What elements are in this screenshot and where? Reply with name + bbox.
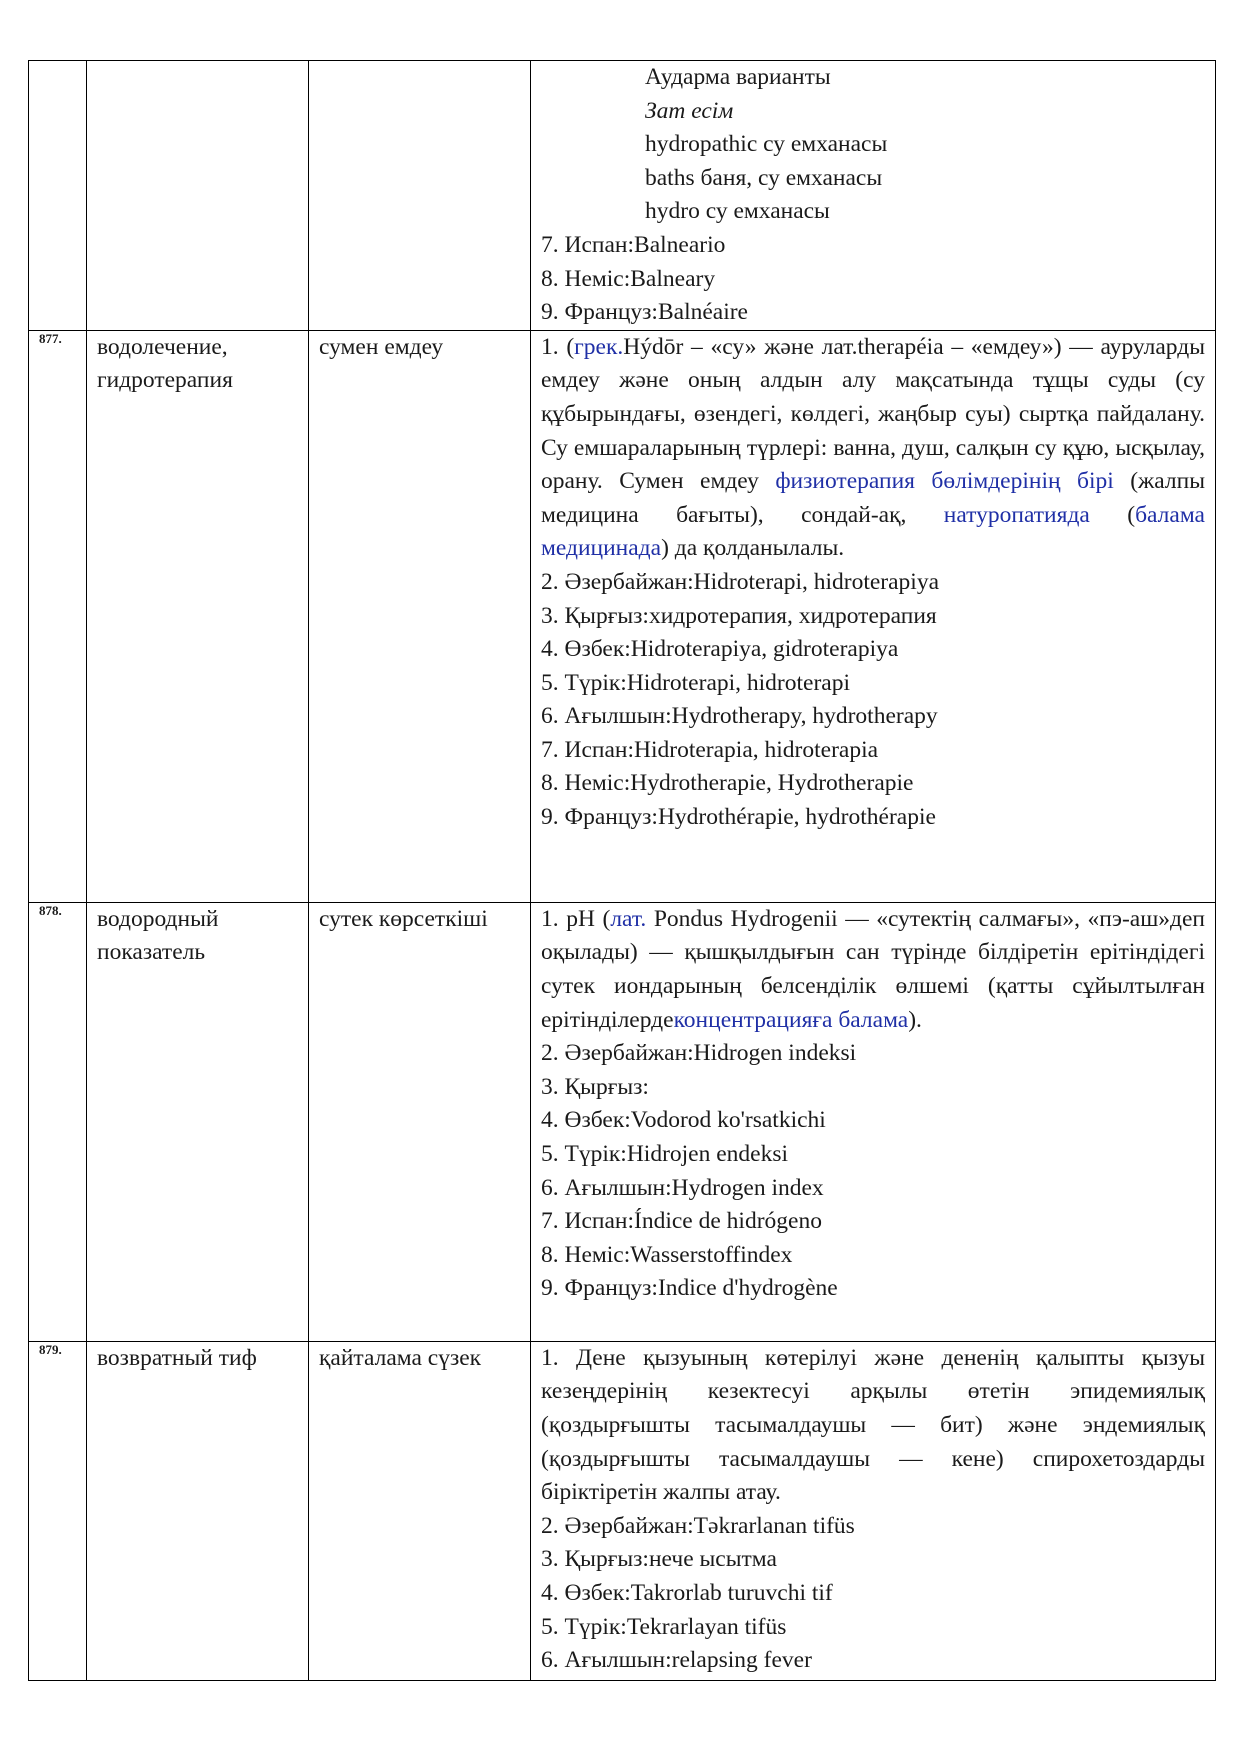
dictionary-table (28, 60, 1216, 1681)
link-concentration[interactable]: концентрацияға балама (673, 1006, 909, 1033)
entry-number (29, 61, 87, 331)
translation-item: 5. Түрік:Hidrojen endeksi (541, 1140, 789, 1167)
variant-item: baths баня, су емханасы (645, 164, 883, 191)
translation-item: 4. Өзбек:Takrorlab turuvchi tif (541, 1579, 833, 1606)
translation-item: 6. Ағылшын:Hydrotherapy, hydrotherapy (541, 703, 938, 730)
link-alternative-medicine[interactable]: балама медицинада (541, 501, 1205, 562)
translation-item: 6. Ағылшын:Hydrogen index (541, 1174, 824, 1201)
russian-term: водородный показатель (87, 902, 309, 1341)
table-row (29, 330, 1216, 902)
russian-term (87, 61, 309, 331)
translation-item: 2. Әзербайжан:Hidrogen indeksi (541, 1040, 857, 1067)
translation-item: 8. Неміс:Hydrotherapie, Hydrotherapie (541, 770, 914, 797)
entry-number: 877. (29, 330, 87, 902)
definition-text (541, 331, 1205, 566)
definition-part: ( (1089, 501, 1136, 528)
kazakh-term: сутек көрсеткіші (309, 902, 531, 1341)
definition-part: Pondus Hydrogenii — «сутектің салмағы», «пэ-аш»деп оқылады) — қышқылдығын сан түрінде білдіретін ерітіндідегі сутек иондарының белсенділік өлшемі (қатты сұйылтылған ерітінділерде (541, 905, 1206, 1033)
translation-item: 5. Түрік:Hidroterapi, hidroterapi (541, 669, 850, 696)
link-greek[interactable]: грек. (574, 333, 624, 360)
translation-item: 9. Француз:Hydrothérapie, hydrothérapie (541, 804, 936, 831)
translation-item: 4. Өзбек:Hidroterapiya, gidroterapiya (541, 636, 899, 663)
translation-item: 3. Қырғыз:нече ысытма (541, 1546, 777, 1573)
definition-text (541, 903, 1205, 1037)
translation-item: 2. Әзербайжан:Təkrarlanan tifüs (541, 1512, 855, 1539)
variants-heading: Аудармa варианты (645, 64, 831, 90)
kazakh-term: қайталама сүзек (309, 1341, 531, 1680)
translation-item: 8. Неміс:Balneary (541, 265, 716, 292)
translation-item: 9. Француз:Balnéaire (541, 299, 748, 326)
link-latin[interactable]: лат. (610, 905, 647, 932)
translation-item: 7. Испан:Índice de hidrógeno (541, 1208, 822, 1235)
translation-item: 8. Неміс:Wasserstoffindex (541, 1241, 793, 1268)
translation-item: 7. Испан:Hidroterapia, hidroterapia (541, 736, 879, 763)
link-physiotherapy[interactable]: физиотерапия бөлімдерінің бірі (775, 468, 1114, 495)
kazakh-term: сумен емдеу (309, 330, 531, 902)
translation-item: 5. Түрік:Tekrarlayan tifüs (541, 1613, 787, 1640)
variant-item: hydro су емханасы (645, 198, 830, 225)
definition-part: 1. pH ( (541, 905, 611, 932)
translation-item: 3. Қырғыз:хидротерапия, хидротерапия (541, 602, 937, 629)
entry-number: 878. (29, 902, 87, 1341)
definition-part: ) да қолданылалы. (661, 535, 845, 562)
entry-number: 879. (29, 1341, 87, 1680)
table-row (29, 1341, 1216, 1680)
definition-cell (531, 1341, 1216, 1680)
variant-item: hydropathic су емханасы (645, 131, 888, 158)
definition-cell (531, 330, 1216, 902)
translation-item: 7. Испан:Balneario (541, 231, 726, 258)
kazakh-term (309, 61, 531, 331)
russian-term: возвратный тиф (87, 1341, 309, 1680)
definition-part: (жалпы медицина бағыты), сондай-ақ, (541, 468, 1205, 528)
russian-term: водолечение, гидротерапия (87, 330, 309, 902)
definition-cell (531, 61, 1216, 331)
definition-part: ). (908, 1006, 922, 1033)
translation-item: 2. Әзербайжан:Hidroterapi, hidroterapiya (541, 568, 940, 595)
translation-item: 4. Өзбек:Vodorod ko'rsatkichi (541, 1107, 826, 1134)
table-row (29, 902, 1216, 1341)
translation-item: 3. Қырғыз: (541, 1073, 649, 1100)
translation-item: 6. Ағылшын:relapsing fever (541, 1647, 812, 1674)
link-naturopathy[interactable]: натуропатияда (943, 501, 1090, 528)
noun-label: Зат есім (645, 97, 734, 124)
table-row (29, 61, 1216, 331)
definition-cell (531, 902, 1216, 1341)
definition-part: Hýdōr – «су» және лат.therapéia – «емдеу») — ауруларды емдеу және оның алдын алу мақсатында тұщы суды (су құбырындағы, өзендегі, көлдегі, жаңбыр суы) сыртқа пайдалану. Су емшараларының түрлері: ванна, душ, салқын су құю, ысқылау, орану. Сумен емдеу (541, 333, 1205, 495)
definition-text: 1. Дене қызуының көтерілуі және дененің қалыпты қызуы кезеңдерінің кезектесуі арқылы өтетін эпидемиялық (қоздырғышты тасымалдаушы — бит) және эндемиялық (қоздырғышты тасымалдаушы — кене) спирохетоздарды біріктіретін жалпы атау. (541, 1344, 1205, 1506)
translation-item: 9. Француз:Indice d'hydrogène (541, 1275, 838, 1302)
definition-part: 1. ( (541, 333, 575, 360)
